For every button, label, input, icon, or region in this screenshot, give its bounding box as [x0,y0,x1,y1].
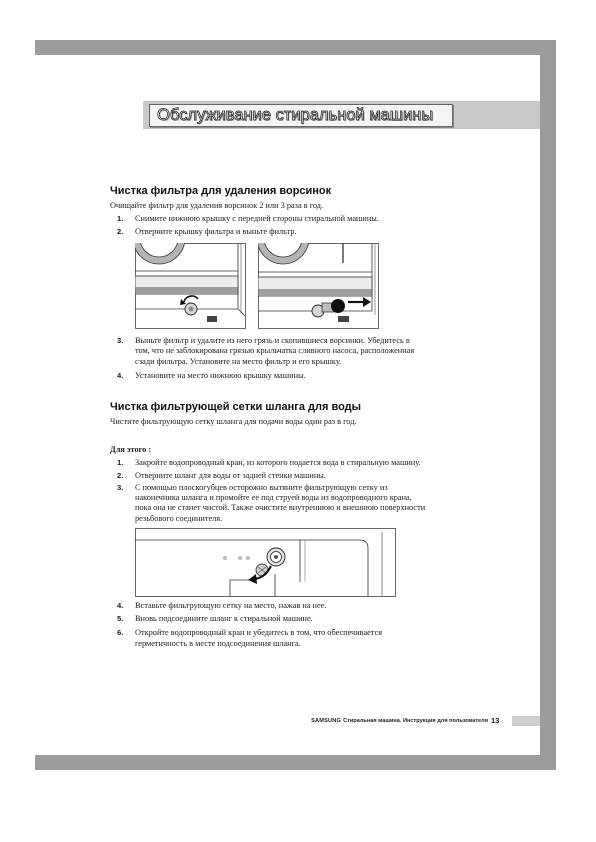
section1-intro: Очищайте фильтр для удаления ворсинок 2 или 3 раза в год. [110,200,324,210]
step-text-line: наконечника шланга и промойте ее под струей воды из водопроводного крана, [135,492,412,502]
filter-cap-unscrew-illustration [135,243,246,329]
section2-heading: Чистка фильтрующей сетки шланга для воды [110,400,362,413]
step-text-line: Вставьте фильтрующую сетку на место, нажав на нее. [135,600,327,610]
footer-brand: SAMSUNG [311,718,342,724]
step-text-line: герметичность в месте подсоединения шланга. [135,638,301,648]
step-text-line: Отверните шланг для воды от задней стенки машины. [135,470,326,480]
step-text-line: Выньте фильтр и удалите из него грязь и скопившиеся ворсинки. Убедитесь в [135,335,410,345]
step-number: 6. [117,627,124,637]
step-text-line: Установите на место нижнюю крышку машины. [135,370,306,380]
footer-caption [250,717,488,725]
section2-intro: Чистите фильтрующую сетку шланга для подачи воды один раз в год. [110,416,357,426]
step-text [135,458,421,469]
illustration-border [136,529,396,597]
step-number: 4. [117,370,124,380]
section2-step-4 [117,601,437,612]
step-text [135,601,326,612]
section2-subheading: Для этого : [110,444,152,454]
filter-removal-illustration [258,243,379,329]
step-number: 1. [117,457,124,467]
step-number: 4. [117,600,124,610]
step-text-line: пока она не станет чистой. Также очистите внутреннюю и внешнюю поверхности [135,503,426,513]
step-text-line: резьбового соединителя. [135,513,223,523]
hose-connector-center [274,555,278,559]
step-text [135,227,297,238]
section2-step-5 [117,614,437,625]
section1-step-3 [117,336,437,369]
footer-title: Стиральная машина. Инструкция для пользователя [343,718,488,724]
bottom-cover-shadow [136,287,238,294]
page-frame-bottom [35,755,556,770]
step-number: 5. [117,613,124,623]
section2-step-1 [117,458,437,469]
panel-dot [238,556,242,560]
step-text-line: Отверните крышку фильтра и выньте фильтр. [135,226,297,236]
step-number: 3. [117,335,124,345]
step-text [135,371,306,382]
step-text-line: Откройте водопроводный кран и убедитесь в том, что обеспечивается [135,627,383,637]
page-frame-right [540,40,556,770]
step-text [135,336,414,368]
panel-dot [246,556,250,560]
step-text [135,214,379,225]
bottom-cover-shadow [259,289,372,296]
section1-step-1 [117,214,437,225]
step-text-line: Закройте водопроводный кран, из которого подается вода в стиральную машину. [135,457,421,467]
filter-cap-center [189,307,194,312]
filter-knob [331,299,345,313]
hose-filter-illustration [135,528,396,597]
step-text [135,471,326,482]
step-text [135,483,425,525]
section2-step-2 [117,471,437,482]
section2-step-6 [117,627,437,649]
step-number: 1. [117,213,124,223]
step-text-line: С помощью плоскогубцев осторожно вытяните фильтрующую сетку из [135,482,388,492]
step-text-line: сзади фильтра. Установите на место фильтр и его крышку. [135,356,342,366]
section1-step-4 [117,371,437,382]
section1-heading: Чистка фильтра для удаления ворсинок [110,185,332,197]
panel-dot [223,556,227,560]
footer-bar [512,716,540,726]
machine-foot [338,316,349,322]
section1-step-2 [117,227,437,238]
step-text-line: Снимите нижнюю крышку с передней стороны стиральной машины. [135,213,379,223]
step-text-line: том, что не заблокирована грязью крыльчатка сливного насоса, расположенная [135,346,415,356]
machine-foot [207,316,217,322]
step-number: 2. [117,226,124,236]
section2-step-3 [117,483,437,526]
step-text [135,614,313,625]
page-number: 13 [491,716,500,725]
step-number: 2. [117,470,124,480]
step-text [135,627,382,649]
step-text-line: Вновь подсоедините шланг к стиральной машине. [135,613,313,623]
page-title: Обслуживание стиральной машины [157,106,434,124]
page-frame-top [35,40,556,55]
step-number: 3. [117,482,124,492]
